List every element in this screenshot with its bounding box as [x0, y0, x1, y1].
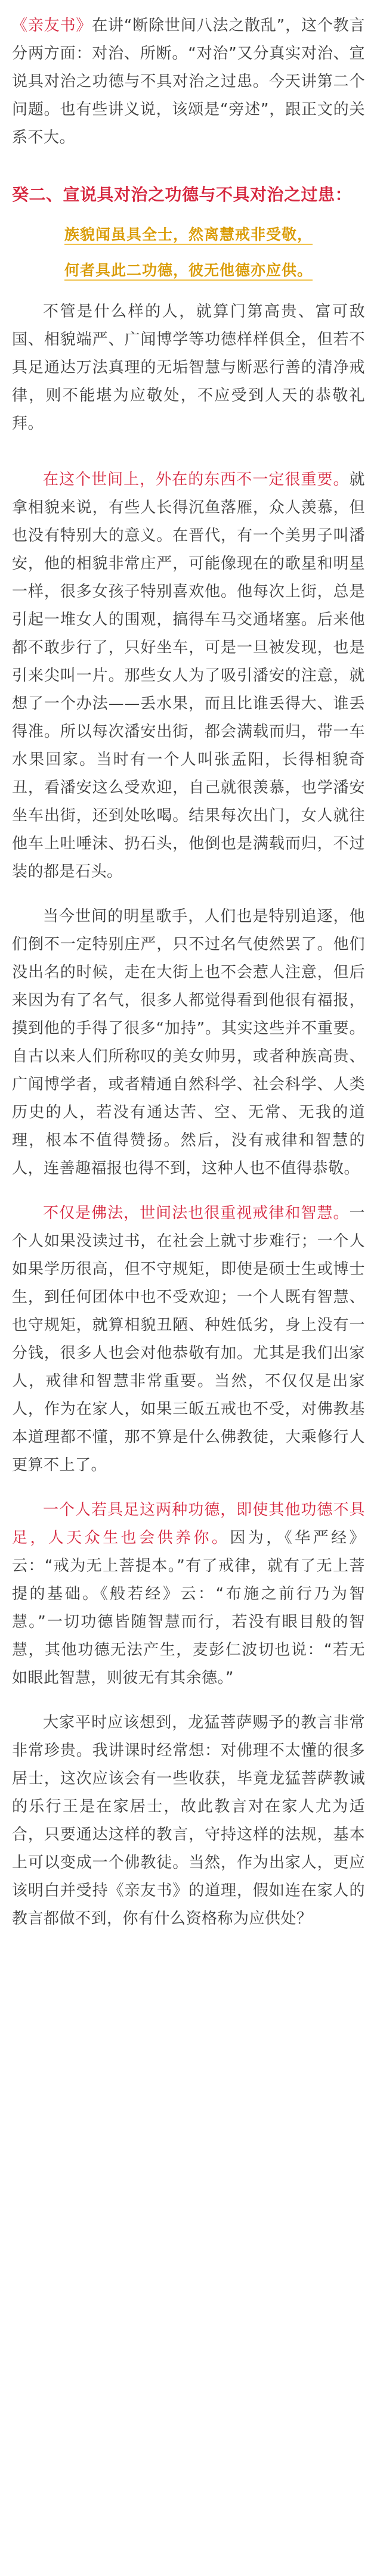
verse-line-2-text: 何者具此二功德，彼无他德亦应供。 [64, 262, 313, 279]
merit-paragraph [12, 1496, 365, 1692]
intro-text: 在讲“断除世间八法之散乱”，这个教言分两方面：对治、所断。“对治”又分真实对治、宣说具对治之功德与不具对治之过患。今天讲第二个问题。也有些讲义说，该颂是“旁述”，跟正文的关系不大。 [12, 17, 365, 147]
closing-paragraph: 大家平时应该想到，龙猛菩萨赐予的教言非常非常珍贵。我讲课时经常想：对佛理不太懂的很多居士，这次应该会有一些收获，毕竟龙猛菩萨教诫的乐行王是在家居士，故此教言对在家人尤为适合，只要通达这样的教言，守持这样的法规，基本上可以变成一个佛教徒。当然，作为出家人，更应该明白并受持《亲友书》的道理，假如连在家人的教言都做不到，你有什么资格称为应供处？ [12, 1714, 365, 1928]
verse-line-1 [12, 217, 365, 253]
discipline-paragraph [12, 1200, 365, 1480]
key-sentence: 不仅是佛法，世间法也很重视戒律和智慧。 [43, 1204, 350, 1222]
book-title: 《亲友书》 [12, 17, 92, 35]
key-sentence: 一个人若具足这两种功德，即使其他功德不具足，人天众生也会供养你。 [12, 1501, 365, 1547]
appearance-paragraph [12, 466, 365, 886]
celebrity-paragraph: 当今世间的明星歌手，人们也是特别追逐，他们倒不一定特别庄严，只不过名气使然罢了。他们没出名的时候，走在大街上也不会惹人注意，但后来因为有了名气，很多人都觉得看到他很有福报，摸到他的手得了很多“加持”。其实这些并不重要。自古以来人们所称叹的美女帅男，或者种族高贵、广闻博学者，或者精通自然科学、社会科学、人类历史的人，若没有通达苦、空、无常、无我的道理，根本不值得赞扬。然后，没有戒律和智慧的人，连善趣福报也得不到，这种人也不值得恭敬。 [12, 908, 365, 1177]
paragraph-body: 一个人如果没读过书，在社会上就寸步难行；一个人如果学历很高，但不守规矩，即使是硕士生或博士生，到任何团体中也不受欢迎；一个人既有智慧、也守规矩，就算相貌丑陋、种姓低劣，身上没有一分钱，很多人也会对他恭敬有加。尤其是我们出家人，戒律和智慧非常重要。当然，不仅仅是出家人，作为在家人，如果三皈五戒也不受，对佛教基本道理都不懂，那不算是什么佛教徒，大乘修行人更算不上了。 [12, 1204, 365, 1474]
explanation-paragraph: 不管是什么样的人，就算门第高贵、富可敌国、相貌端严、广闻博学等功德样样俱全，但若不具足通达万法真理的无垢智慧与断恶行善的清净戒律，则不能堪为应敬处，不应受到人天的恭敬礼拜。 [12, 303, 365, 433]
key-sentence: 在这个世间上，外在的东西不一定很重要。 [43, 471, 350, 489]
section-heading: 癸二、宣说具对治之功德与不具对治之过患： [12, 185, 353, 204]
paragraph-body: 就拿相貌来说，有些人长得沉鱼落雁，众人羡慕，但也没有特别大的意义。在晋代，有一个美男子叫潘安，他的相貌非常庄严，可能像现在的歌星和明星一样，很多女孩子特别喜欢他。他每次上街，总是引起一堆女人的围观，搞得车马交通堵塞。后来他都不敢步行了，只好坐车，可是一旦被发现，也是引来尖叫一片。那些女人为了吸引潘安的注意，就想了一个办法——丢水果，而且比谁丢得大、谁丢得准。所以每次潘安出街，都会满载而归，带一车水果回家。当时有一个人叫张孟阳，长得相貌奇丑，看潘安这么受欢迎，自己就很羡慕，也学潘安坐车出街，还到处吆喝。结果每次出门，女人就往他车上吐唾沫、扔石头，他倒也是满载而归，不过装的都是石头。 [12, 471, 365, 881]
verse-line-1-text: 族貌闻虽具全士，然离慧戒非受敬， [64, 226, 313, 243]
verse-line-2 [12, 253, 365, 288]
intro-paragraph [12, 12, 365, 152]
paragraph-body: 因为，《华严经》云：“戒为无上菩提本。”有了戒律，就有了无上菩提的基础。《般若经》云：“布施之前行乃为智慧。”一切功德皆随智慧而行，若没有眼目般的智慧，其他功德无法产生，麦彭仁波切也说：“若无如眼此智慧，则彼无有其余德。” [12, 1529, 365, 1687]
